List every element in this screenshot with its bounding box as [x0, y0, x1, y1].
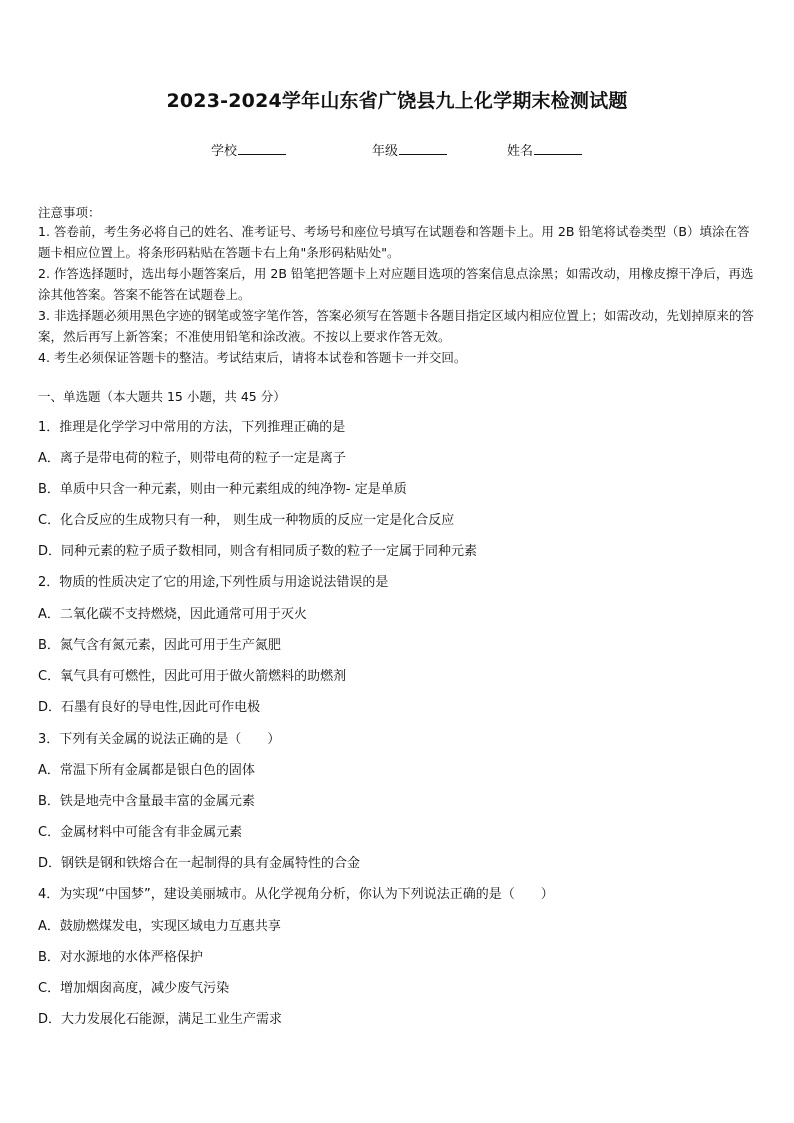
- notice-item: 3. 非选择题必须用黑色字迹的钢笔或签字笔作答，答案必须写在答题卡各题目指定区域内相应位置上；如需改动，先划掉原来的答案，然后再写上新答案；不准使用铅笔和涂改液。不按以上要求作答无效。: [38, 308, 754, 344]
- question-stem: 3．下列有关金属的说法正确的是（ ）: [38, 732, 281, 747]
- question-option: B．氮气含有氮元素，因此可用于生产氮肥: [38, 638, 281, 653]
- question-stem: 1．推理是化学学习中常用的方法，下列推理正确的是: [38, 420, 346, 435]
- question-option: C．氧气具有可燃性，因此可用于做火箭燃料的助燃剂: [38, 669, 347, 684]
- exam-title: 2023-2024学年山东省广饶县九上化学期末检测试题: [166, 90, 628, 112]
- question-option: D．钢铁是钢和铁熔合在一起制得的具有金属特性的合金: [38, 856, 361, 871]
- notice-item: 1. 答卷前，考生务必将自己的姓名、准考证号、考场号和座位号填写在试题卷和答题卡上。用 2B 铅笔将试卷类型（B）填涂在答题卡相应位置上。将条形码粘贴在答题卡右上角"条形码粘贴处"。: [38, 224, 750, 260]
- school-blank: [238, 142, 286, 155]
- grade-blank: [399, 142, 447, 155]
- notice-heading: 注意事项：: [38, 205, 101, 220]
- question-option: A．离子是带电荷的粒子，则带电荷的粒子一定是离子: [38, 451, 346, 466]
- question-option: D．石墨有良好的导电性,因此可作电极: [38, 700, 261, 715]
- grade-label: 年级: [372, 144, 399, 159]
- question-option: A．常温下所有金属都是银白色的固体: [38, 763, 255, 778]
- notice-item: 4. 考生必须保证答题卡的整洁。考试结束后，请将本试卷和答题卡一并交回。: [38, 350, 467, 365]
- question-option: A．鼓励燃煤发电，实现区域电力互惠共享: [38, 919, 281, 934]
- question-option: D．同种元素的粒子质子数相同，则含有相同质子数的粒子一定属于同种元素: [38, 544, 478, 559]
- question-option: A．二氧化碳不支持燃烧，因此通常可用于灭火: [38, 607, 307, 622]
- question-option: C．增加烟囱高度，减少废气污染: [38, 981, 230, 996]
- question-option: C．金属材料中可能含有非金属元素: [38, 825, 243, 840]
- question-option: D．大力发展化石能源，满足工业生产需求: [38, 1012, 283, 1027]
- school-field: [211, 140, 286, 159]
- section-heading: 一、单选题（本大题共 15 小题，共 45 分）: [38, 389, 286, 404]
- question-option: B．铁是地壳中含量最丰富的金属元素: [38, 794, 255, 809]
- name-label: 姓名: [507, 144, 534, 159]
- question-option: B．对水源地的水体严格保护: [38, 950, 203, 965]
- question-stem: 2．物质的性质决定了它的用途,下列性质与用途说法错误的是: [38, 575, 389, 590]
- name-blank: [534, 142, 582, 155]
- question-option: B．单质中只含一种元素，则由一种元素组成的纯净物- 定是单质: [38, 482, 407, 497]
- name-field: [507, 140, 582, 159]
- grade-field: [372, 140, 447, 159]
- question-option: C．化合反应的生成物只有一种， 则生成一种物质的反应一定是化合反应: [38, 513, 455, 528]
- question-stem: 4．为实现“中国梦”，建设美丽城市。从化学视角分析，你认为下列说法正确的是（ ）: [38, 887, 554, 902]
- notice-item: 2. 作答选择题时，选出每小题答案后，用 2B 铅笔把答题卡上对应题目选项的答案信息点涂黑；如需改动，用橡皮擦干净后，再选涂其他答案。答案不能答在试题卷上。: [38, 266, 754, 302]
- school-label: 学校: [211, 144, 238, 159]
